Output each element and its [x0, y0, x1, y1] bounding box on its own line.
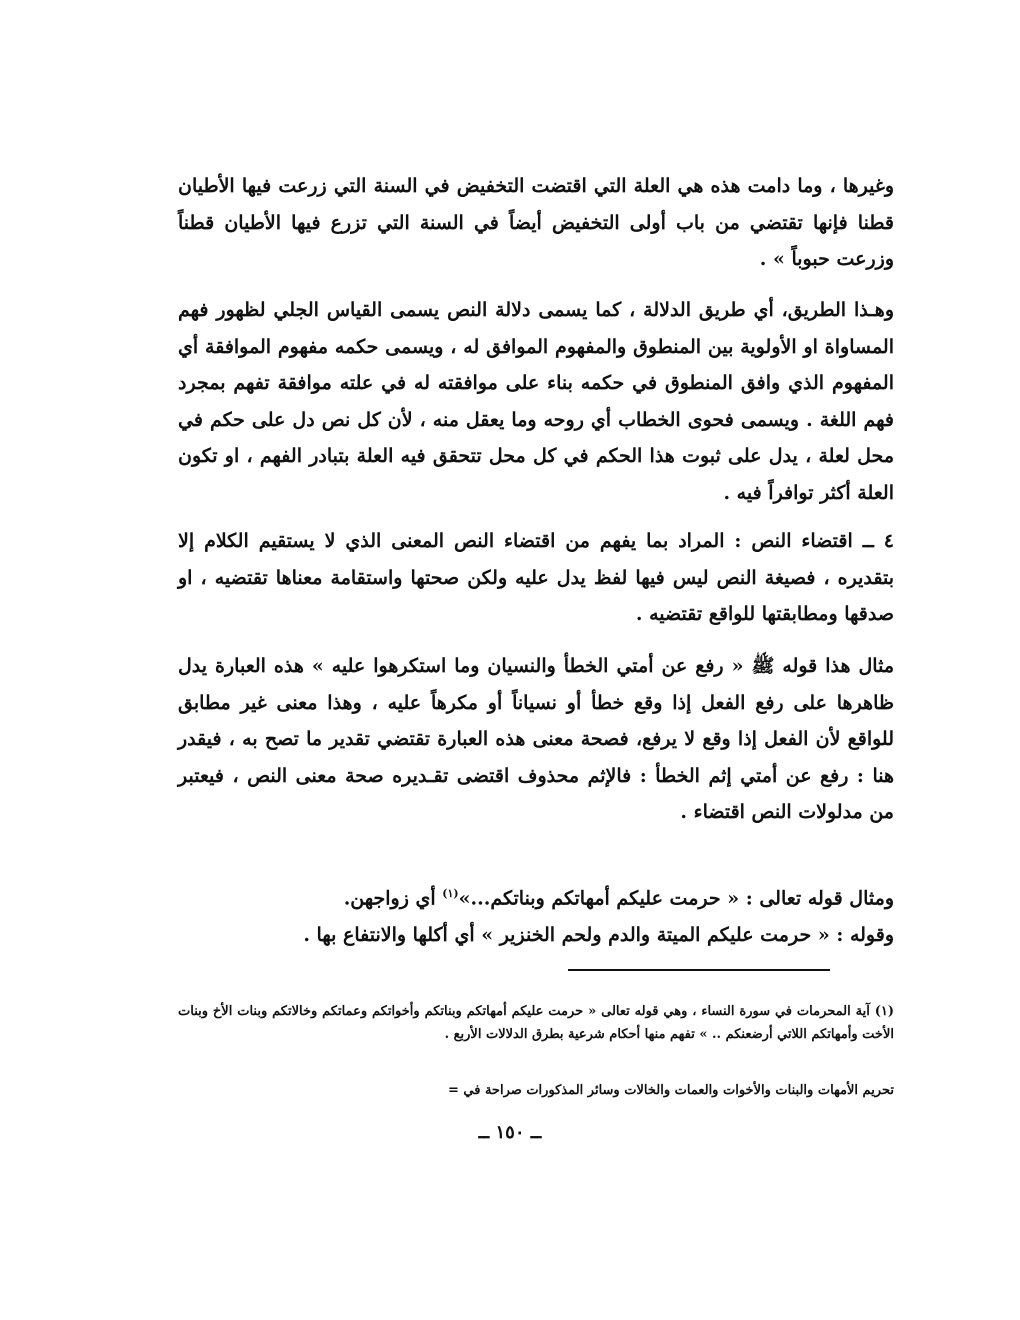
footnote-continuation: تحريم الأمهات والبنات والأخوات والعمات والخالات وسائر المذكورات صراحة في =: [447, 1083, 894, 1098]
footnote-divider: [568, 969, 830, 971]
verse-quote-2: وقوله : « حرمت عليكم الميتة والدم ولحم الخنزير » أي أكلها والانتفاع بها .: [303, 923, 894, 946]
verse-gloss: أي زواجهن.: [343, 887, 443, 910]
footnote-marker[interactable]: (١): [442, 887, 459, 900]
footnote-text: (١) آية المحرمات في سورة النساء ، وهي قوله تعالى « حرمت عليكم أمهاتكم وبناتكم وأخواتكم وعماتكم وخالاتكم وبنات الأخ وبنات الأخت وأمهاتكم اللاتي أرضعنكم .. » تفهم منها أحكام شرعية بطرق الدلالات الأربع .: [178, 1004, 894, 1042]
body-paragraph: ٤ ــ اقتضاء النص : المراد بما يفهم من اقتضاء النص المعنى الذي لا يستقيم الكلام إلا بتقديره ، فصيغة النص ليس فيها لفظ يدل عليه ولكن صحتها واستقامة معناها تقتضيه ، او صدقها ومطابقتها للواقع تقتضيه .: [178, 530, 894, 625]
page-number: ــ ١٥٠ ــ: [478, 1122, 542, 1143]
verse-quote: ومثال قوله تعالى : « حرمت عليكم أمهاتكم وبناتكم...»: [458, 887, 894, 910]
body-paragraph: وغيرها ، وما دامت هذه هي العلة التي اقتضت التخفيض في السنة التي زرعت فيها الأطيان قطنا فإنها تقتضي من باب أولى التخفيض أيضاً في السنة التي تزرع فيها الأطيان قطناً وزرعت حبوباً » .: [178, 175, 894, 270]
body-paragraph: مثال هذا قوله ﷺ « رفع عن أمتي الخطأ والنسيان وما استكرهوا عليه » هذه العبارة يدل ظاهرها على رفع الفعل إذا وقع خطأ أو نسياناً أو مكرهاً عليه ، وهذا معنى غير مطابق للواقع لأن الفعل إذا وقع لا يرفع، فصحة معنى هذه العبارة تقتضي تقدير ما تصح به ، فيقدر هنا : رفع عن أمتي إثم الخطأ : فالإثم محذوف اقتضى تقـديره صحة معنى النص ، فيعتبر من مدلولات النص اقتضاء .: [178, 655, 894, 823]
body-paragraph: وهـذا الطريق، أي طريق الدلالة ، كما يسمى دلالة النص يسمى القياس الجلي لظهور فهم المساواة او الأولوية بين المنطوق والمفهوم الموافق له ، ويسمى حكمه مفهوم الموافقة أي المفهوم الذي وافق المنطوق في حكمه بناء على موافقته له في علته موافقة تفهم بمجرد فهم اللغة . ويسمى فحوى الخطاب أي روحه وما يعقل منه ، لأن كل نص دل على حكم في محل لعلة ، يدل على ثبوت هذا الحكم في كل محل تتحقق فيه العلة بتبادر الفهم ، او تكون العلة أكثر توافراً فيه .: [178, 299, 894, 504]
body-paragraph: [178, 876, 894, 953]
